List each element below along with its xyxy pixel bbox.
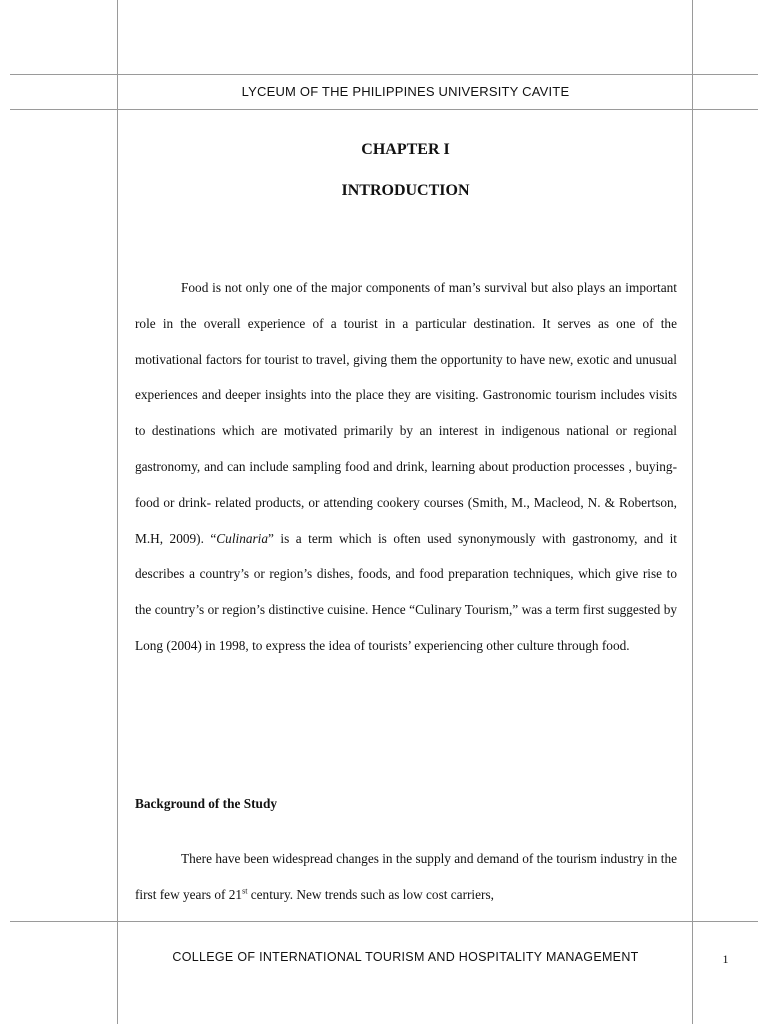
header-top-line — [10, 74, 758, 75]
page-header: LYCEUM OF THE PHILIPPINES UNIVERSITY CAVITE — [241, 84, 570, 99]
page-footer: COLLEGE OF INTERNATIONAL TOURISM AND HOSPITALITY MANAGEMENT — [172, 950, 639, 964]
header-bottom-line — [10, 109, 758, 110]
ordinal-suffix: st — [242, 886, 248, 896]
background-body — [135, 841, 677, 913]
background-paragraph — [135, 841, 677, 913]
background-text: There have been widespread changes in the supply and demand of the tourism industry in the first few years of 21 — [135, 851, 677, 902]
intro-text-tail: ” is a term which is often used synonymously with gastronomy, and it describes a country’s or region’s dishes, foods, and food preparation techniques, which give rise to the country’s or region’s distinctive cuisine. Hence “Culinary Tourism,” was a term first suggested by Long (2004) in 1998, to express the idea of tourists’ experiencing other culture through food. — [135, 530, 677, 653]
chapter-title: INTRODUCTION — [341, 182, 470, 199]
intro-body — [135, 270, 677, 664]
intro-text: Food is not only one of the major components of man’s survival but also plays an important role in the overall experience of a tourist in a particular destination. It serves as one of the motivational factors for tourist to travel, giving them the opportunity to have new, exotic and unusual experiences and deeper insights into the place they are visiting. Gastronomic tourism includes visits to destinations which are motivated primarily by an interest in indigenous national or regional gastronomy, and can include sampling food and drink, learning about production processes , buying- food or drink- related products, or attending cookery courses (Smith, M., Macleod, N. & Robertson, M.H, 2009). — [135, 280, 677, 546]
footer-top-line — [10, 921, 758, 922]
section-heading: Background of the Study — [135, 796, 277, 811]
quote-open: “ — [210, 530, 217, 546]
culinaria-term: Culinaria — [216, 530, 269, 546]
page-number: 1 — [722, 952, 729, 966]
intro-paragraph — [135, 270, 677, 664]
chapter-number: CHAPTER I — [361, 141, 450, 158]
background-text-end: century. New trends such as low cost carriers, — [247, 886, 494, 902]
